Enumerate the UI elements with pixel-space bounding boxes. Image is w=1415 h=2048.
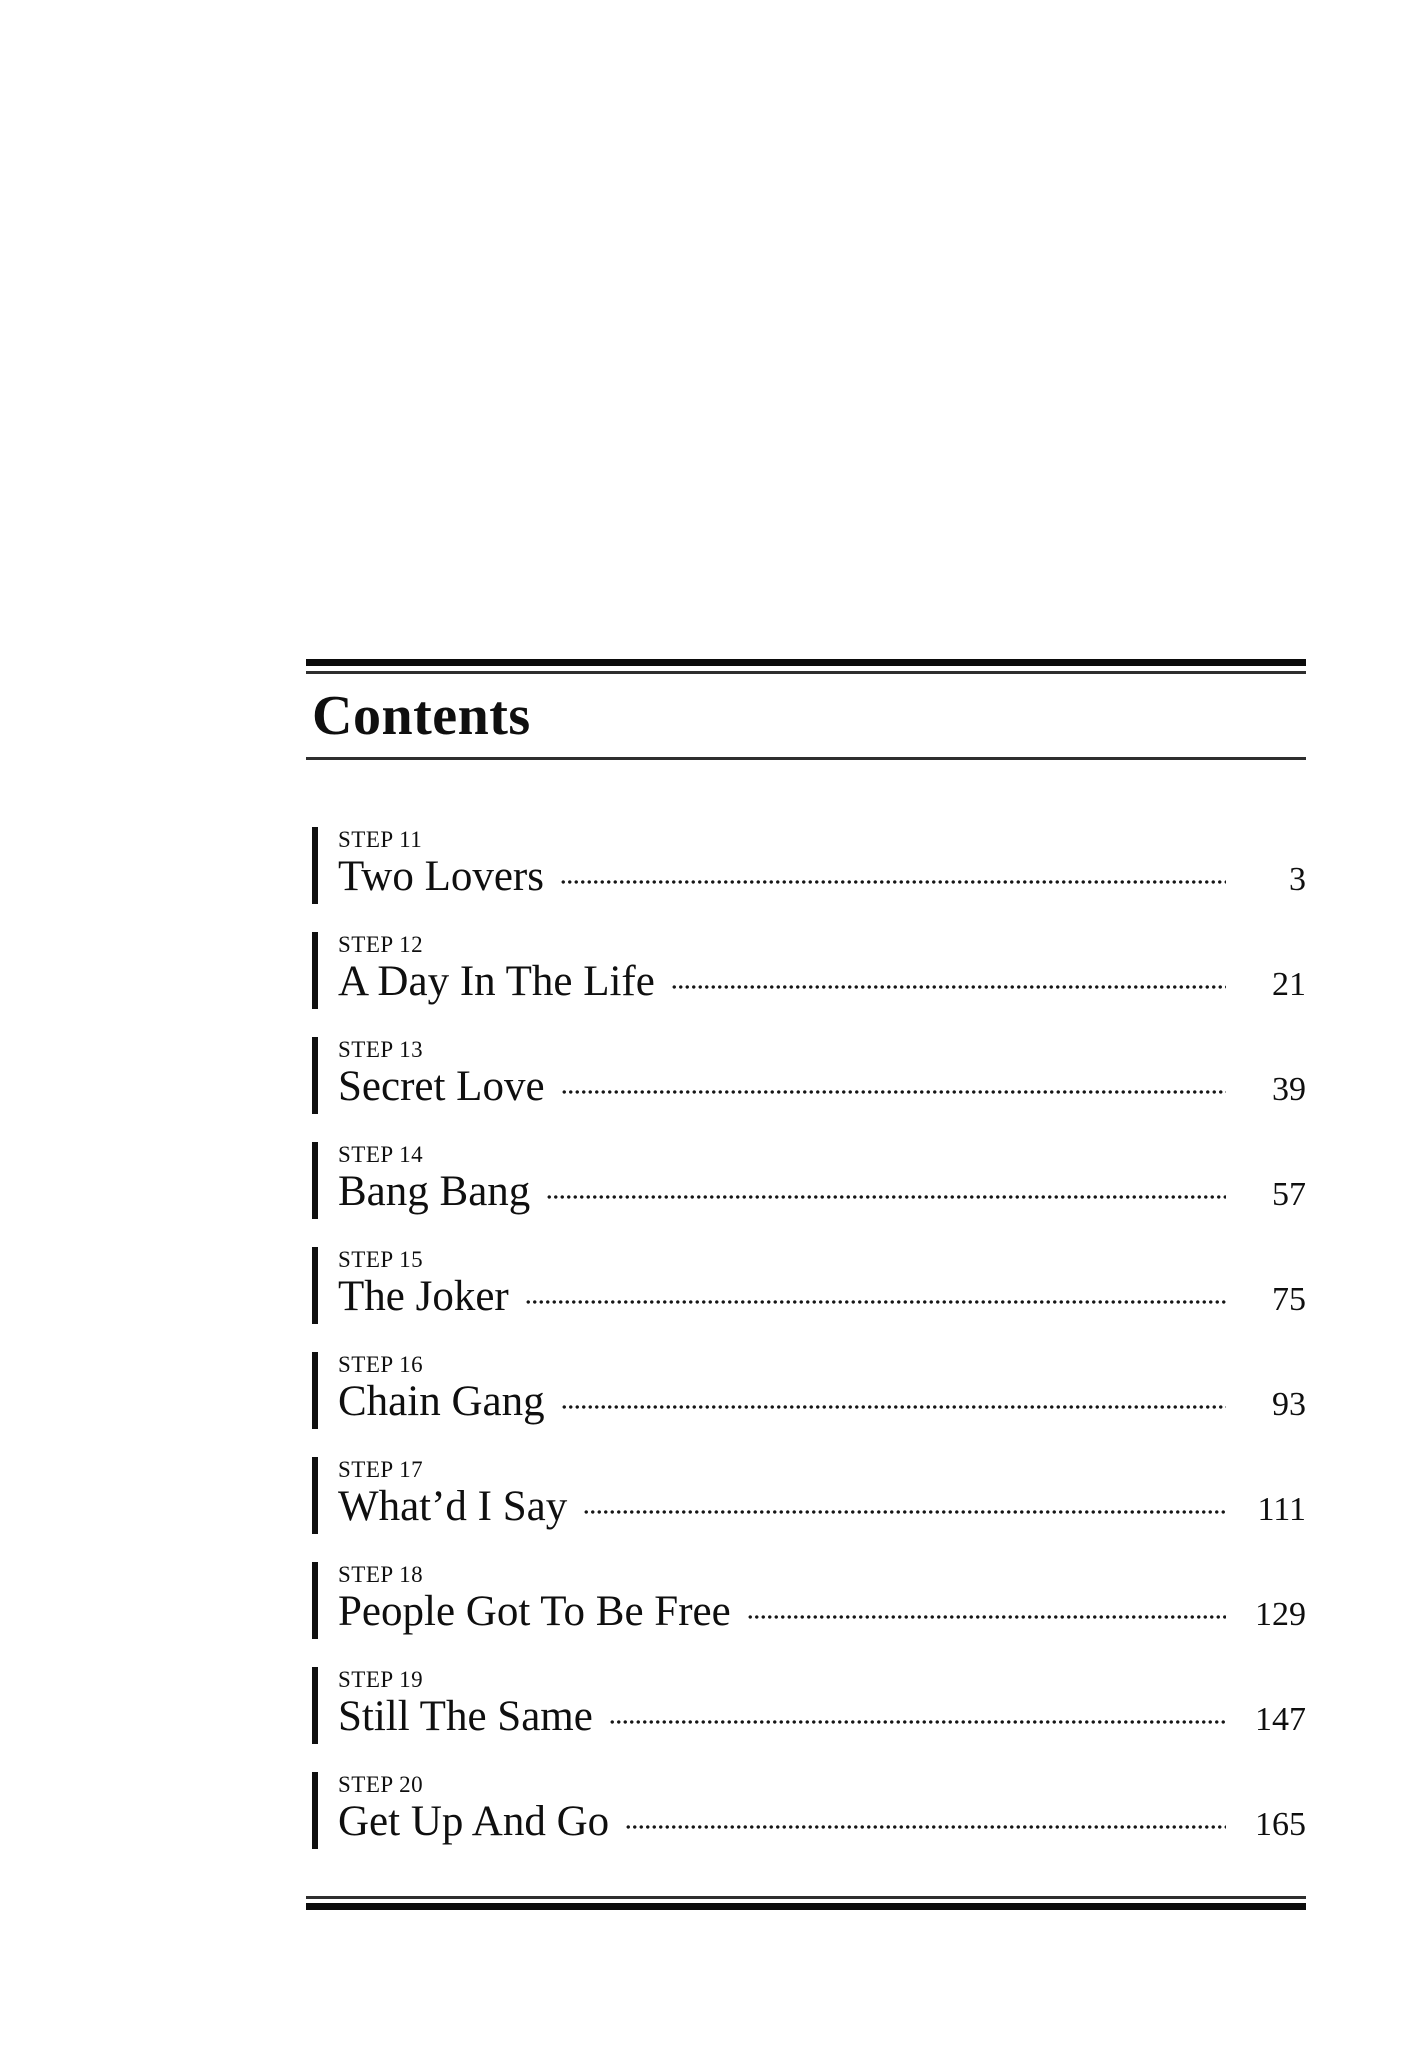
entry-left-bar	[312, 932, 318, 1009]
dot-leader	[747, 1609, 1226, 1625]
step-label: STEP 19	[338, 1667, 424, 1692]
step-label: STEP 20	[338, 1772, 424, 1797]
entry-left-bar	[312, 1667, 318, 1744]
toc-entry	[306, 1137, 1306, 1242]
step-label: STEP 13	[338, 1037, 424, 1062]
entry-page-number: 147	[1255, 1701, 1306, 1738]
dot-leader	[583, 1504, 1226, 1520]
entry-line	[338, 852, 1306, 905]
entry-page-number: 165	[1255, 1806, 1306, 1843]
dot-leader	[560, 874, 1226, 890]
entry-title: People Got To Be Free	[338, 1588, 731, 1635]
entry-line	[338, 1167, 1306, 1220]
step-label: STEP 17	[338, 1457, 424, 1482]
entry-title: Two Lovers	[338, 853, 544, 900]
entry-page-number: 3	[1289, 861, 1306, 898]
dot-leader	[625, 1819, 1226, 1835]
entry-left-bar	[312, 1562, 318, 1639]
toc-entry	[306, 822, 1306, 927]
step-label: STEP 18	[338, 1562, 424, 1587]
contents-page	[306, 659, 1306, 1910]
toc-entry	[306, 1242, 1306, 1347]
entry-line	[338, 1587, 1306, 1640]
entry-line	[338, 1377, 1306, 1430]
step-label: STEP 16	[338, 1352, 424, 1377]
entry-page-number: 75	[1272, 1281, 1306, 1318]
entry-line	[338, 1482, 1306, 1535]
entry-title: A Day In The Life	[338, 958, 655, 1005]
entry-title: The Joker	[338, 1273, 509, 1320]
entry-left-bar	[312, 1247, 318, 1324]
dot-leader	[561, 1399, 1226, 1415]
page-title: Contents	[312, 685, 531, 747]
step-label: STEP 11	[338, 827, 423, 852]
entry-page-number: 39	[1272, 1071, 1306, 1108]
step-label: STEP 12	[338, 932, 424, 957]
heading-underline-rule	[306, 757, 1306, 760]
bottom-double-rule	[306, 1896, 1306, 1910]
step-label: STEP 14	[338, 1142, 424, 1167]
entry-title: Get Up And Go	[338, 1798, 610, 1845]
entry-left-bar	[312, 1352, 318, 1429]
dot-leader	[609, 1714, 1226, 1730]
entry-left-bar	[312, 1457, 318, 1534]
dot-leader	[546, 1189, 1226, 1205]
toc-entry	[306, 1557, 1306, 1662]
toc-entry	[306, 1452, 1306, 1557]
entry-title: What’d I Say	[338, 1483, 568, 1530]
toc-entry	[306, 927, 1306, 1032]
toc-entry	[306, 1662, 1306, 1767]
entry-line	[338, 1062, 1306, 1115]
entry-title: Secret Love	[338, 1063, 545, 1110]
entry-page-number: 111	[1257, 1491, 1306, 1528]
entry-line	[338, 957, 1306, 1010]
dot-leader	[671, 979, 1226, 995]
entry-left-bar	[312, 1142, 318, 1219]
bottom-rule-thick	[306, 1903, 1306, 1910]
entry-left-bar	[312, 1772, 318, 1849]
entry-line	[338, 1797, 1306, 1850]
step-label: STEP 15	[338, 1247, 424, 1272]
entry-left-bar	[312, 1037, 318, 1114]
toc-entry	[306, 1767, 1306, 1872]
entry-left-bar	[312, 827, 318, 904]
entry-line	[338, 1272, 1306, 1325]
top-rule-thin	[306, 671, 1306, 674]
entry-page-number: 93	[1272, 1386, 1306, 1423]
entry-page-number: 57	[1272, 1176, 1306, 1213]
entry-title: Still The Same	[338, 1693, 593, 1740]
entry-page-number: 21	[1272, 966, 1306, 1003]
top-rule-thick	[306, 659, 1306, 666]
toc-list	[306, 822, 1306, 1872]
toc-entry	[306, 1347, 1306, 1452]
toc-entry	[306, 1032, 1306, 1137]
dot-leader	[525, 1294, 1226, 1310]
entry-line	[338, 1692, 1306, 1745]
dot-leader	[561, 1084, 1226, 1100]
entry-title: Chain Gang	[338, 1378, 545, 1425]
entry-title: Bang Bang	[338, 1168, 531, 1215]
top-double-rule	[306, 659, 1306, 674]
entry-page-number: 129	[1255, 1596, 1306, 1633]
bottom-rule-thin	[306, 1896, 1306, 1899]
